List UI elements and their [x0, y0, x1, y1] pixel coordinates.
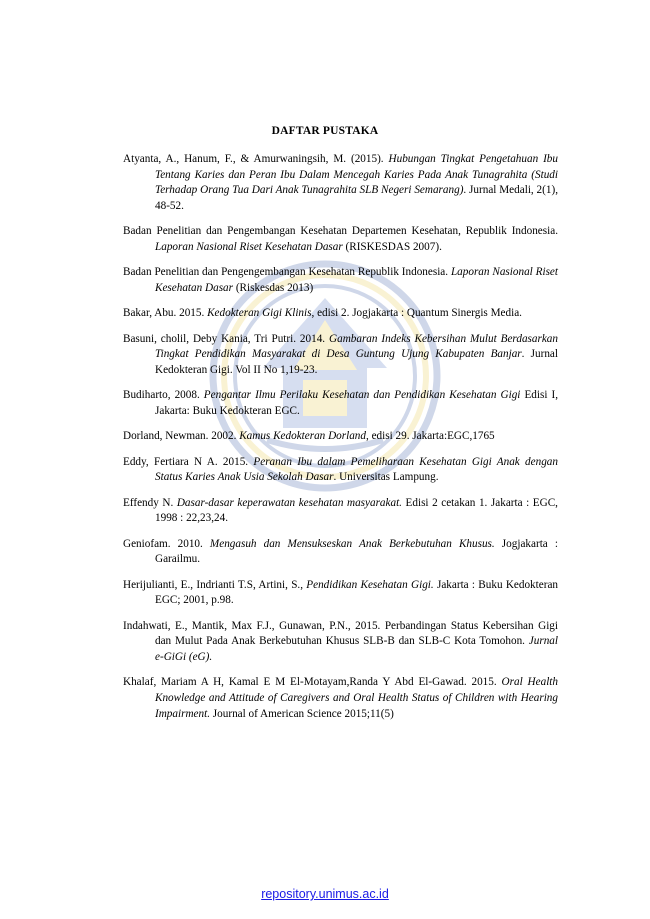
reference-text: Bakar, Abu. 2015.: [123, 307, 208, 320]
reference-item: [123, 496, 558, 527]
reference-title: Dasar-dasar keperawatan kesehatan masyarakat.: [176, 496, 402, 509]
reference-text: Badan Penelitian dan Pengengembangan Kesehatan Republik Indonesia.: [123, 266, 451, 279]
reference-source: Jogjakarta : Garailmu.: [155, 537, 558, 566]
reference-source: , edisi 29. Jakarta:EGC,1765: [366, 430, 495, 443]
reference-title: Pengantar Ilmu Perilaku Kesehatan dan Pendidikan Kesehatan Gigi: [203, 389, 521, 402]
reference-source: . Jurnal Kedokteran Gigi. Vol II No 1,19-23.: [155, 348, 559, 377]
reference-text: Eddy, Fertiara N A. 2015.: [123, 455, 254, 468]
reference-source: . Universitas Lampung.: [333, 471, 439, 484]
reference-title: Peranan Ibu dalam Pemeliharaan Kesehatan Gigi Anak dengan Status Karies Anak Usia Sekolah Dasar: [155, 455, 558, 484]
reference-title: Oral Health Knowledge and Attitude of Caregivers and Oral Health Status of Children with Hearing Impairment.: [155, 676, 558, 720]
reference-source: Edisi 2 cetakan 1. Jakarta : EGC, 1998 : 22,23,24.: [155, 496, 558, 525]
reference-title: Laporan Nasional Riset Kesehatan Dasar: [155, 266, 559, 295]
reference-source: Jakarta : Buku Kedokteran EGC; 2001, p.98.: [155, 578, 559, 607]
reference-item: [123, 675, 558, 722]
reference-text: Atyanta, A., Hanum, F., & Amurwaningsih, M. (2015).: [123, 153, 389, 165]
reference-item: [123, 332, 558, 379]
reference-source: Edisi I, Jakarta: Buku Kedokteran EGC.: [155, 389, 559, 418]
reference-text: Basuni, cholil, Deby Kania, Tri Putri. 2014.: [123, 332, 330, 345]
reference-title: Jurnal e-GiGi (eG).: [155, 635, 558, 664]
reference-title: Kedokteran Gigi Klinis: [207, 307, 312, 320]
reference-text: Herijulianti, E., Indrianti T.S, Artini, S.,: [123, 578, 307, 591]
reference-source: (Riskesdas 2013): [233, 282, 314, 295]
reference-item: [123, 306, 558, 322]
reference-item: [123, 265, 558, 296]
reference-source: Journal of American Science 2015;11(5): [210, 707, 394, 720]
reference-text: Indahwati, E., Mantik, Max F.J., Gunawan, P.N., 2015. Perbandingan Status Kebersihan Gigi dan Mulut Pada Anak Berkebutuhan Khusus SLB-B dan SLB-C Kota Tomohon.: [123, 619, 558, 648]
reference-source: . Jurnal Medali, 2(1), 48-52.: [155, 184, 558, 213]
reference-source: (RISKESDAS 2007).: [342, 241, 442, 254]
reference-title: Laporan Nasional Riset Kesehatan Dasar: [155, 241, 343, 254]
reference-text: Badan Penelitian dan Pengembangan Kesehatan Departemen Kesehatan, Republik Indonesia.: [123, 225, 558, 238]
reference-text: Dorland, Newman. 2002.: [123, 430, 240, 443]
reference-list: [123, 152, 558, 732]
reference-text: Khalaf, Mariam A H, Kamal E M El-Motayam,Randa Y Abd El-Gawad. 2015.: [123, 676, 502, 689]
reference-text: Budiharto, 2008.: [123, 389, 204, 402]
reference-item: [123, 455, 558, 486]
reference-item: [123, 388, 558, 419]
reference-item: [123, 619, 558, 666]
reference-title: Gambaran Indeks Kebersihan Mulut Berdasarkan Tingkat Pendidikan Masyarakat di Desa Guntung Ujung Kabupaten Banjar: [155, 332, 558, 361]
repository-link[interactable]: repository.unimus.ac.id: [261, 887, 389, 901]
reference-text: Effendy N.: [123, 496, 177, 509]
reference-item: [123, 224, 558, 255]
reference-title: Kamus Kedokteran Dorland: [239, 430, 366, 443]
reference-title: Pendidikan Kesehatan Gigi.: [306, 578, 434, 591]
reference-item: [123, 429, 558, 445]
page-title: DAFTAR PUSTAKA: [271, 125, 379, 137]
reference-source: , edisi 2. Jogjakarta : Quantum Sinergis Media.: [311, 307, 522, 320]
reference-item: [123, 537, 558, 568]
footer: [0, 887, 650, 901]
reference-item: [123, 152, 558, 215]
reference-title: Mengasuh dan Mensukseskan Anak Berkebutuhan Khusus.: [209, 537, 495, 550]
reference-title: Hubungan Tingkat Pengetahuan Ibu Tentang Karies dan Peran Ibu Dalam Mencegah Karies Pada Anak Tunagrahita (Studi Terhadap Orang Tua Dari Anak Tunagrahita SLB Negeri Semarang): [155, 153, 558, 197]
reference-text: Geniofam. 2010.: [123, 537, 210, 550]
reference-item: [123, 578, 558, 609]
